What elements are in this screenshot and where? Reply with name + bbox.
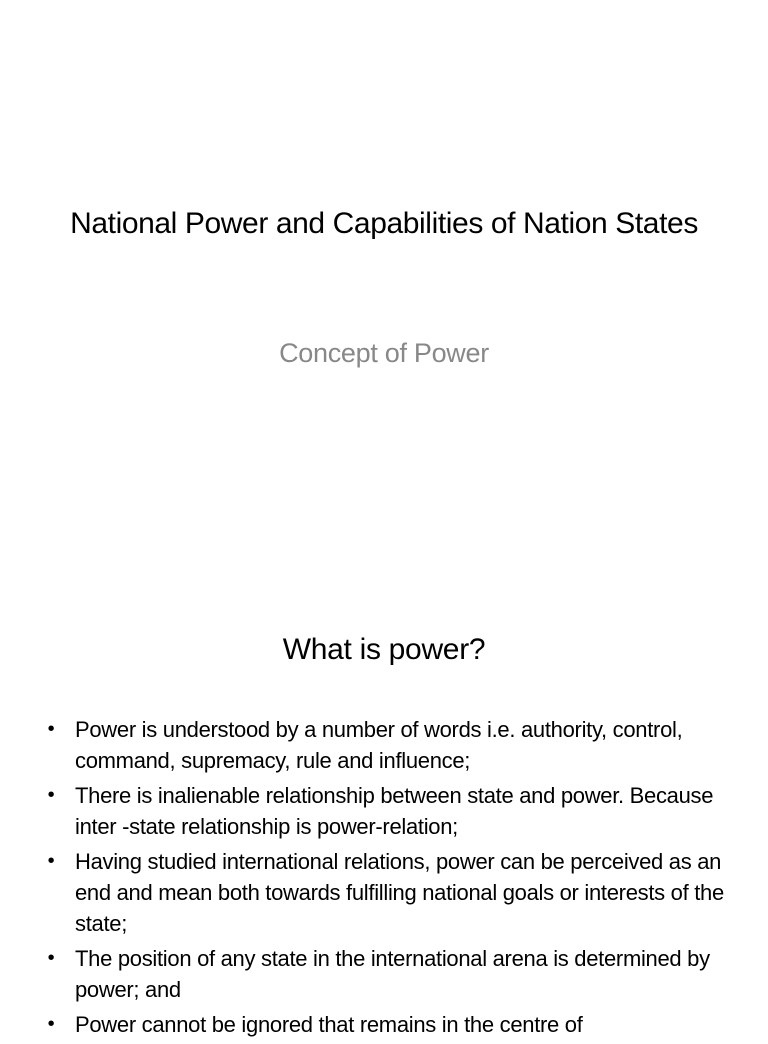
bullet-text: The position of any state in the international arena is determined by power; and: [75, 946, 710, 1002]
bullet-item: [44, 780, 734, 842]
bullet-text: Power is understood by a number of words i.e. authority, control, command, supremacy, rule and influence;: [75, 717, 683, 773]
bullet-item: [44, 846, 734, 939]
bullet-icon: •: [47, 1013, 55, 1035]
bullet-item: [44, 1009, 734, 1040]
bullet-icon: •: [47, 718, 55, 740]
bullet-text: There is inalienable relationship between state and power. Because inter -state relationship is power-relation;: [75, 783, 714, 839]
content-slide-title: What is power?: [282, 633, 486, 666]
bullet-item: [44, 714, 734, 776]
slide-subtitle: Concept of Power: [279, 338, 489, 368]
bullet-icon: •: [47, 850, 55, 872]
bullet-list: [44, 714, 734, 1044]
bullet-text: Having studied international relations, power can be perceived as an end and mean both towards fulfilling national goals or interests of the state;: [75, 849, 724, 936]
bullet-text: Power cannot be ignored that remains in the centre of: [75, 1012, 583, 1037]
bullet-item: [44, 943, 734, 1005]
bullet-icon: •: [47, 784, 55, 806]
slide-title: National Power and Capabilities of Nation States: [70, 207, 698, 240]
bullet-icon: •: [47, 947, 55, 969]
